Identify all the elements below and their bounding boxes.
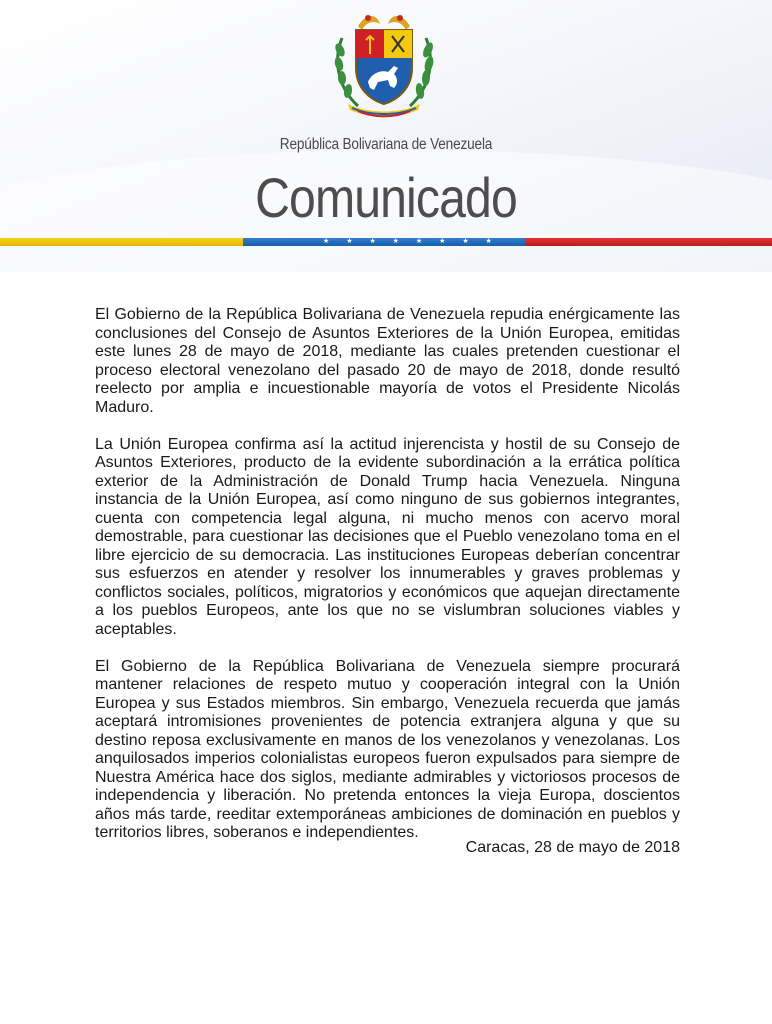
page-title: Comunicado: [255, 166, 517, 229]
paragraph-2: La Unión Europea confirma así la actitud injerencista y hostil de su Consejo de Asuntos Exteriores, producto de la evidente subordinación a la errática política exterior de la Administración de Donald Trump hacia Venezuela. Ninguna instancia de la Unión Europea, así como ninguno de sus gobiernos integrantes, cuenta con competencia legal alguna, ni mucho menos con acervo moral demostrable, para cuestionar las decisiones que el Pueblo venezolano toma en el libre ejercicio de su democracia. Las instituciones Europeas deberían concentrar sus esfuerzos en atender y resolver los innumerables y graves problemas y conflictos sociales, políticos, migratorios y económicos que aquejan directamente a los pueblos Europeos, ante los que no se vislumbran soluciones viables y aceptables.: [95, 435, 680, 638]
coat-of-arms-icon: [328, 8, 440, 120]
flag-stars: ★ ★ ★ ★ ★ ★ ★ ★: [323, 238, 500, 245]
organization-name: República Bolivariana de Venezuela: [279, 136, 493, 153]
flag-red-band: [525, 238, 772, 246]
flag-yellow-band: [0, 238, 243, 246]
paragraph-1: El Gobierno de la República Bolivariana de Venezuela repudia enérgicamente las conclusiones del Consejo de Asuntos Exteriores de la Unión Europea, emitidas este lunes 28 de mayo de 2018, mediante las cuales pretenden cuestionar el proceso electoral venezolano del pasado 20 de mayo de 2018, donde resultó reelecto por amplia e incuestionable mayoría de votos el Presidente Nicolás Maduro.: [95, 306, 680, 416]
letterhead: [0, 0, 772, 272]
place-and-date: Caracas, 28 de mayo de 2018: [465, 839, 680, 856]
paragraph-3: El Gobierno de la República Bolivariana de Venezuela siempre procurará mantener relaciones de respeto mutuo y cooperación integral con la Unión Europea y sus Estados miembros. Sin embargo, Venezuela recuerda que jamás aceptará intromisiones provenientes de potencia extranjera alguna y que su destino reposa exclusivamente en manos de los venezolanos y venezolanas. Los anquilosados imperios colonialistas europeos fueron expulsados para siempre de Nuestra América hace dos siglos, mediante admirables y victoriosos procesos de independencia y liberación. No pretenda entonces la vieja Europa, doscientos años más tarde, reeditar extemporáneas ambiciones de dominación en pueblos y territorios libres, soberanos e independientes.: [95, 657, 680, 841]
communique-body: [95, 306, 680, 861]
